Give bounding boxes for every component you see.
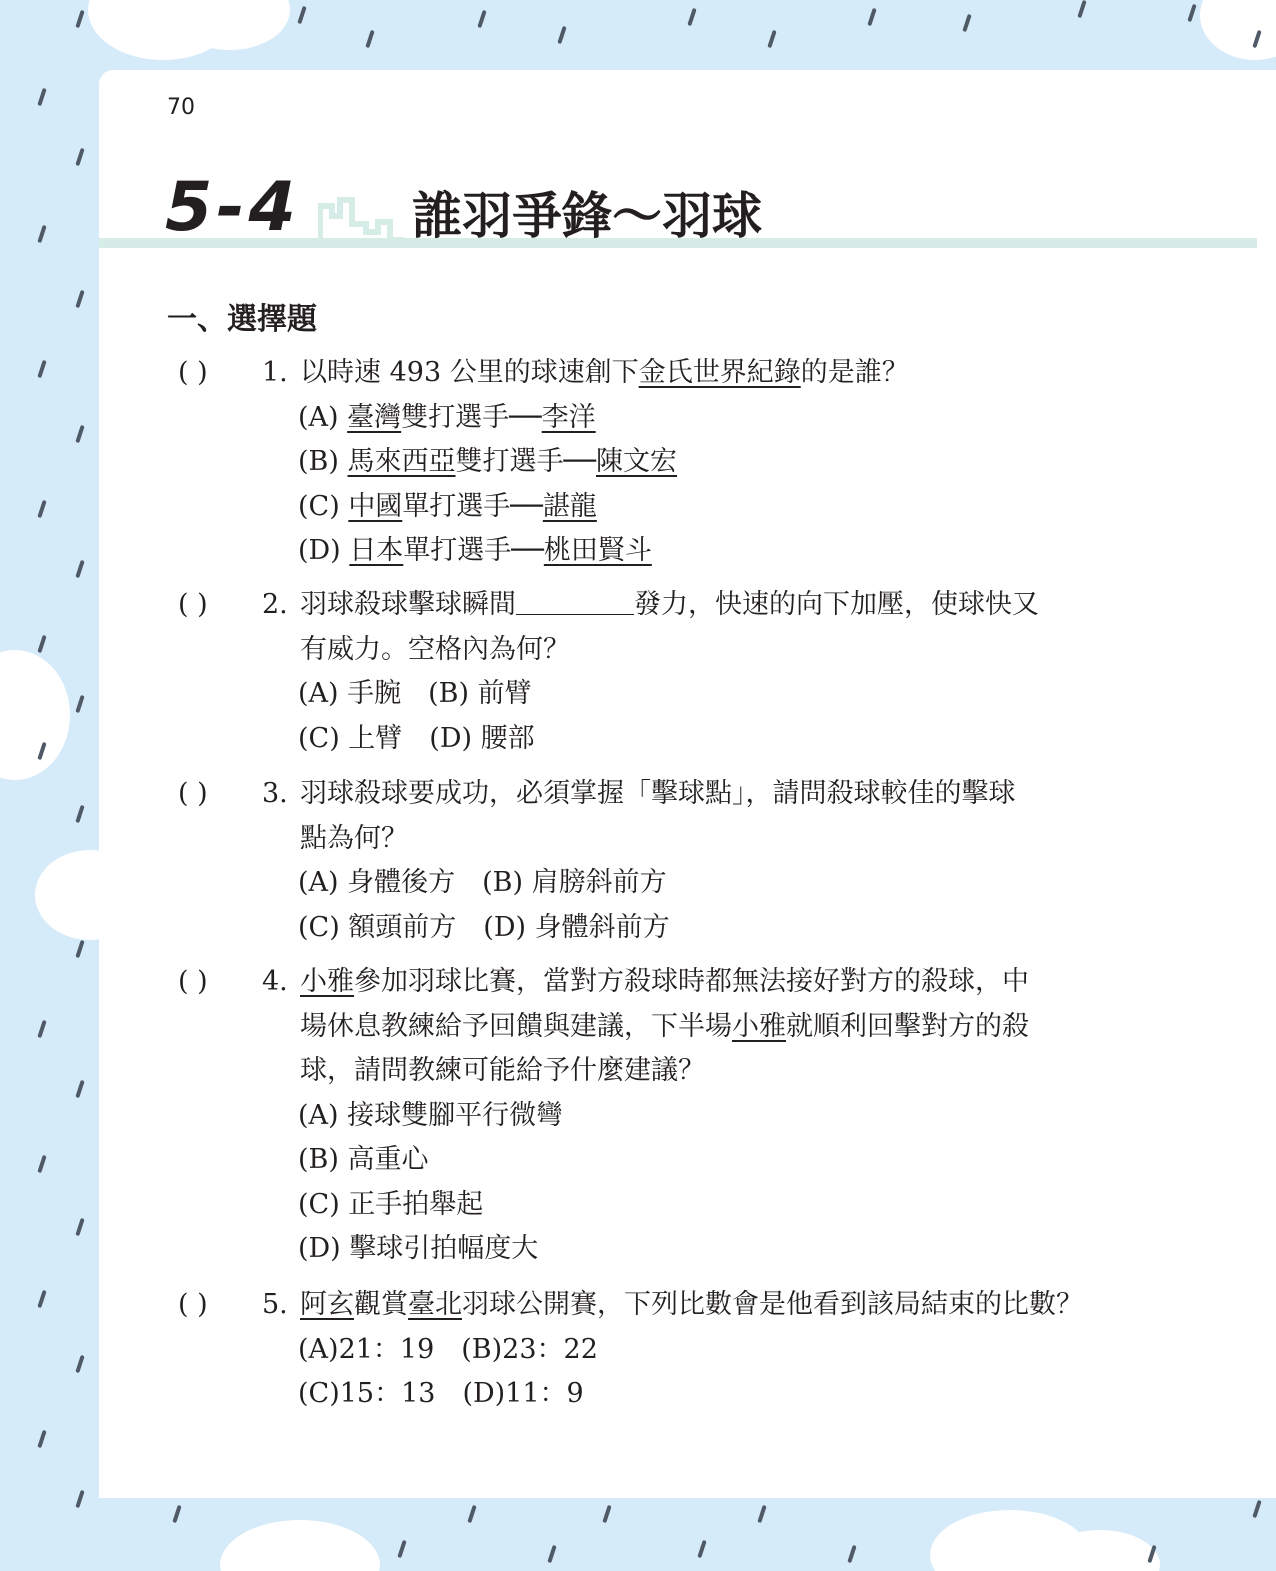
- section-title: 誰羽爭鋒～羽球: [412, 187, 762, 245]
- page-number: 70: [167, 95, 195, 120]
- rain-dash: [75, 560, 84, 578]
- rain-dash: [37, 225, 46, 243]
- proper-noun-underlined: 臺北: [408, 1289, 462, 1320]
- rain-dash: [75, 1218, 84, 1236]
- rain-dash: [757, 1505, 766, 1523]
- proper-noun-underlined: 臺灣: [347, 401, 402, 433]
- rain-dash: [397, 1540, 406, 1558]
- rain-dash: [75, 148, 84, 166]
- rain-dash: [37, 360, 46, 378]
- text-segment: 觀賞: [354, 1289, 408, 1320]
- text-segment: 球，請問教練可能給予什麼建議？: [300, 1055, 705, 1086]
- proper-noun-underlined: 陳文宏: [596, 446, 678, 477]
- rain-dash: [1187, 4, 1196, 22]
- fill-in-blank: [516, 588, 634, 615]
- rain-dash: [867, 8, 876, 26]
- answer-bracket: ( ): [178, 589, 208, 620]
- rain-dash: [602, 1505, 611, 1523]
- answer-option[interactable]: [298, 529, 652, 573]
- answer-bracket: ( ): [178, 1289, 208, 1320]
- rain-dash: [37, 635, 46, 653]
- question-number: 3.: [262, 778, 288, 809]
- rain-dash: [547, 1545, 556, 1563]
- question-stem-line: [300, 583, 1039, 628]
- rain-dash: [37, 500, 46, 518]
- rain-dash: [75, 1355, 84, 1373]
- rain-dash: [75, 425, 84, 443]
- proper-noun-underlined: 諶龍: [542, 490, 597, 522]
- text-segment: 點為何？: [300, 822, 408, 854]
- cloud-decoration: [1200, 0, 1276, 60]
- answer-option[interactable]: [298, 1183, 483, 1227]
- rain-dash: [37, 1290, 46, 1308]
- rain-dash: [75, 10, 84, 28]
- building-skyline-decoration: [318, 196, 408, 272]
- answer-option[interactable]: [298, 1328, 598, 1372]
- text-segment: 單打選手──: [403, 535, 544, 566]
- rain-dash: [1077, 0, 1086, 18]
- text-segment: 的是誰？: [800, 357, 909, 388]
- answer-option[interactable]: [298, 861, 667, 905]
- question-stem-line: [300, 772, 1016, 817]
- text-segment: (B): [298, 446, 348, 477]
- answer-option[interactable]: [298, 1138, 429, 1182]
- text-segment: 羽球公開賽，下列比數會是他看到該局結束的比數？: [462, 1289, 1083, 1320]
- question-number: 5.: [262, 1289, 288, 1320]
- text-segment: 發力，快速的向下加壓，使球快又: [634, 589, 1039, 620]
- answer-bracket: ( ): [178, 778, 208, 809]
- text-segment: (A): [298, 401, 348, 433]
- text-segment: (A)21：19 (B)23：22: [298, 1333, 598, 1365]
- proper-noun-underlined: 中國: [348, 490, 403, 522]
- question-stem-line: [300, 351, 909, 396]
- question-stem-line: [300, 817, 408, 862]
- answer-option[interactable]: [298, 906, 670, 950]
- rain-dash: [365, 30, 374, 48]
- rain-dash: [75, 695, 84, 713]
- question-stem-line: [300, 1049, 705, 1094]
- rain-dash: [37, 1020, 46, 1038]
- proper-noun-underlined: 阿玄: [300, 1289, 354, 1320]
- rain-dash: [767, 30, 776, 48]
- rain-dash: [75, 805, 84, 823]
- section-number: 5-4: [165, 168, 300, 247]
- text-segment: (B) 高重心: [298, 1144, 429, 1175]
- rain-dash: [1252, 1500, 1261, 1518]
- rain-dash: [75, 290, 84, 308]
- text-segment: 以時速 493 公里的球速創下: [300, 357, 639, 388]
- text-segment: 羽球殺球要成功，必須掌握「擊球點」，請問殺球較佳的擊球: [300, 778, 1016, 809]
- answer-option[interactable]: [298, 396, 596, 440]
- proper-noun-underlined: 小雅: [300, 966, 354, 997]
- text-segment: (C) 正手拍舉起: [298, 1188, 484, 1220]
- text-segment: (C): [298, 490, 349, 522]
- rain-dash: [697, 1540, 706, 1558]
- rain-dash: [297, 6, 306, 24]
- answer-bracket: ( ): [178, 357, 208, 388]
- rain-dash: [847, 1545, 856, 1563]
- rain-dash: [75, 940, 84, 958]
- text-segment: 參加羽球比賽，當對方殺球時都無法接好對方的殺球，中: [354, 966, 1029, 997]
- question-number: 4.: [262, 966, 288, 997]
- answer-option[interactable]: [298, 1372, 584, 1416]
- question-number: 2.: [262, 589, 288, 620]
- proper-noun-underlined: 李洋: [541, 401, 596, 433]
- question-stem-line: [300, 1005, 1029, 1050]
- answer-bracket: ( ): [178, 966, 208, 997]
- cloud-decoration: [220, 1520, 380, 1571]
- text-segment: (C) 額頭前方 (D) 身體斜前方: [298, 911, 670, 943]
- text-segment: 羽球殺球擊球瞬間: [300, 589, 516, 620]
- answer-option[interactable]: [298, 1094, 563, 1138]
- text-segment: 有威力。空格內為何？: [300, 633, 570, 665]
- proper-noun-underlined: 馬來西亞: [347, 446, 456, 477]
- answer-option[interactable]: [298, 717, 535, 761]
- proper-noun-underlined: 金氏世界紀錄: [638, 357, 801, 388]
- proper-noun-underlined: 小雅: [732, 1010, 786, 1042]
- rain-dash: [477, 10, 486, 28]
- rain-dash: [557, 26, 566, 44]
- text-segment: (A) 接球雙腳平行微彎: [298, 1099, 564, 1131]
- text-segment: 單打選手──: [402, 490, 543, 522]
- answer-option[interactable]: [298, 485, 597, 529]
- answer-option[interactable]: [298, 440, 677, 484]
- question-stem-line: [300, 628, 570, 673]
- text-segment: (D): [298, 535, 350, 566]
- rain-dash: [962, 14, 971, 32]
- rain-dash: [75, 1490, 84, 1508]
- rain-dash: [75, 1080, 84, 1098]
- rain-dash: [467, 1505, 476, 1523]
- rain-dash: [172, 1505, 181, 1523]
- cloud-decoration: [0, 650, 70, 780]
- text-segment: (D) 擊球引拍幅度大: [298, 1233, 539, 1264]
- text-segment: (C)15：13 (D)11：9: [298, 1378, 584, 1409]
- text-segment: 雙打選手──: [401, 401, 542, 433]
- answer-option[interactable]: [298, 672, 532, 716]
- proper-noun-underlined: 桃田賢斗: [543, 535, 652, 566]
- question-number: 1.: [262, 357, 288, 388]
- rain-dash: [37, 88, 46, 106]
- text-segment: 雙打選手──: [455, 446, 597, 477]
- text-segment: (C) 上臂 (D) 腰部: [298, 722, 535, 754]
- rain-dash: [687, 8, 696, 26]
- text-segment: (A) 身體後方 (B) 肩膀斜前方: [298, 867, 667, 898]
- question-stem-line: [300, 1283, 1083, 1328]
- answer-option[interactable]: [298, 1227, 538, 1271]
- proper-noun-underlined: 日本: [349, 535, 404, 566]
- text-segment: 場休息教練給予回饋與建議，下半場: [300, 1010, 732, 1042]
- rain-dash: [37, 1155, 46, 1173]
- subheading: 一、選擇題: [167, 302, 317, 337]
- text-segment: (A) 手腕 (B) 前臂: [298, 678, 532, 709]
- rain-dash: [37, 1430, 46, 1448]
- text-segment: 就順利回擊對方的殺: [786, 1010, 1029, 1042]
- question-stem-line: [300, 960, 1029, 1005]
